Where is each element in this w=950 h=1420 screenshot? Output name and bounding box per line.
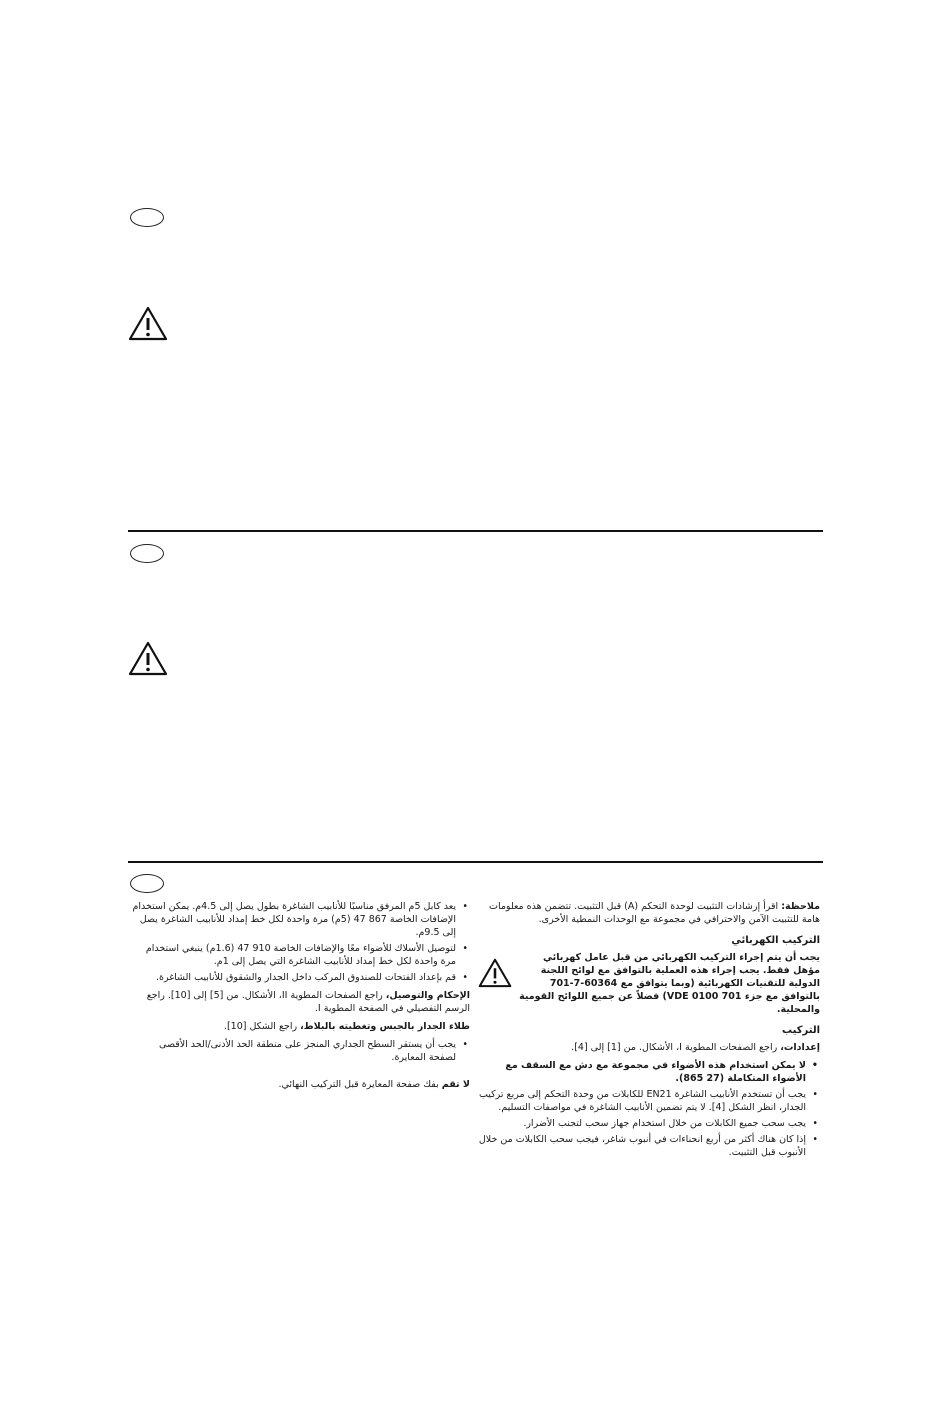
list-item: • لتوصيل الأسلاك للأضواء معًا والإضافات الخاصة 910 47 (1.6م) ينبغي استخدام مرة واحدة لكل خط إمداد للأنابيب الشاغرة التي يصل إلى 1م. (130, 942, 456, 968)
final-paragraph (130, 1078, 470, 1091)
list-item: • إذا كان هناك أكثر من أربع انحناءات في أنبوب شاغر، فيجب سحب الكابلات من خلال الأنبوب قبل التثبيت. (478, 1133, 806, 1159)
section-divider (128, 861, 823, 863)
language-marker-oval (130, 544, 164, 563)
note-paragraph (478, 900, 820, 926)
final-label: لا تقم (441, 1079, 470, 1090)
tiling-paragraph (130, 1020, 470, 1033)
heading-installation: التركيب (782, 1025, 820, 1036)
warning-triangle-icon (128, 640, 168, 676)
setup-label: إعدادات، (780, 1042, 820, 1053)
mounting-paragraph (130, 989, 470, 1015)
cable-bullet-list (130, 900, 470, 984)
installation-bullet-list (478, 1059, 820, 1159)
list-item: • يجب أن تستخدم الأنابيب الشاغرة EN21 للكابلات من وحدة التحكم إلى مربع تركيب الجدار، انظر الشكل [4]. لا يتم تضمين الأنابيب الشاغرة في مواصفات التسليم. (478, 1088, 806, 1114)
note-text: اقرأ إرشادات التثبيت لوحدة التحكم (A) قبل التثبيت. تتضمن هذه معلومات هامة للتثبيت الآمن والاحترافي في مجموعة مع الوحدات النمطية الأخرى. (489, 901, 820, 925)
language-marker-oval (130, 208, 164, 227)
setup-paragraph (478, 1041, 820, 1054)
note-label: ملاحظة: (781, 901, 820, 912)
section-divider (128, 530, 823, 532)
left-text-column (130, 900, 470, 1096)
setup-text: راجع الصفحات المطوية I، الأشكال. من [1] إلى [4]. (571, 1042, 778, 1053)
warning-triangle-icon (128, 305, 168, 341)
tiling-label: طلاء الجدار بالجبس وتغطيته بالبلاط، (300, 1021, 470, 1032)
final-text: بفك صفحة المعايرة قبل التركيب النهائي. (278, 1079, 439, 1090)
warning-triangle-icon (478, 957, 512, 988)
language-marker-oval (130, 874, 164, 893)
list-item: • يعد كابل 5م المرفق مناسبًا للأنابيب الشاغرة بطول يصل إلى 4.5م. يمكن استخدام الإضافات الخاصة 867 47 (5م) مرة واحدة لكل خط إمداد للأنابيب الشاغرة يصل إلى 9.5م. (130, 900, 456, 939)
heading-electrical-installation: التركيب الكهربائي (731, 935, 820, 946)
list-item: • يجب أن يستقر السطح الجداري المنجز على منطقة الحد الأدنى/الحد الأقصى لصفحة المعايرة. (130, 1038, 456, 1064)
mounting-text: راجع الصفحات المطوية II، الأشكال. من [5] إلى [10]. راجع الرسم التفصيلي في الصفحة المطوية I. (146, 990, 470, 1014)
list-item: • لا يمكن استخدام هذه الأضواء في مجموعة مع دش مع السقف مع الأضواء المتكاملة (27 865). (478, 1059, 806, 1085)
list-item: • يجب سحب جميع الكابلات من خلال استخدام جهاز سحب لتجنب الأضرار. (478, 1117, 806, 1130)
electrical-warning-text: يجب أن يتم إجراء التركيب الكهربائي من قبل عامل كهربائي مؤهل فقط. يجب إجراء هذه العملية بالتوافق مع لوائح اللجنة الدولية للتقنيات الكهربائية (وبما يتوافق مع 60364-7-701 بالتوافق مع جزء VDE 0100 701) فضلاً عن جميع اللوائح القومية والمحلية. (519, 952, 820, 1015)
list-item: • قم بإعداد الفتحات للصندوق المركب داخل الجدار والشقوق للأنابيب الشاغرة. (130, 971, 456, 984)
wall-surface-bullet-list (130, 1038, 470, 1064)
mounting-label: الإحكام والتوصيل، (385, 990, 470, 1001)
tiling-text: راجع الشكل [10]. (223, 1021, 298, 1032)
electrical-warning-box (478, 951, 820, 1016)
right-text-column (478, 900, 820, 1164)
